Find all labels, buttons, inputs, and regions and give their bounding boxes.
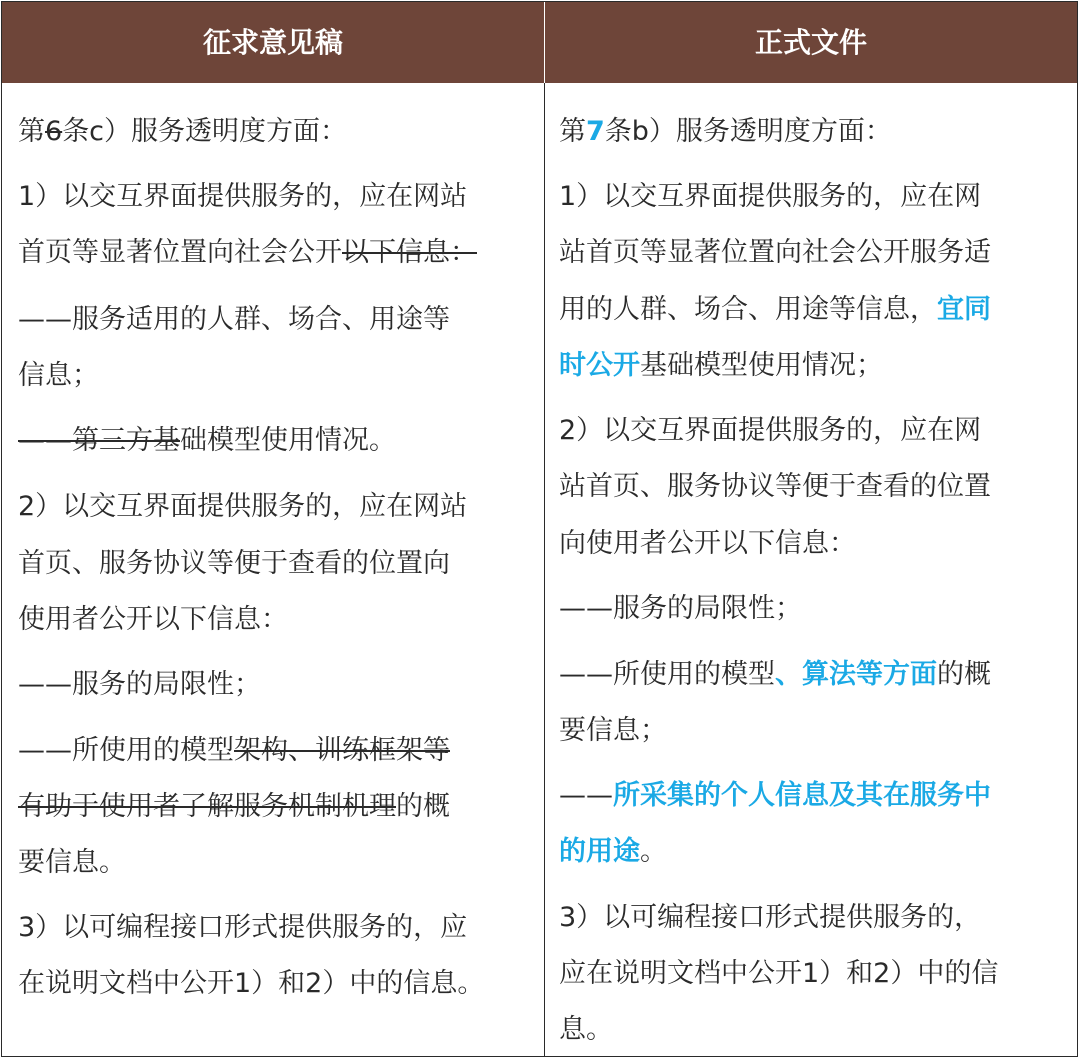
final-line-15: 应在说明文档中公开1）和2）中的信: [559, 958, 999, 989]
text: 础模型使用情况。: [180, 425, 396, 456]
table-header: [2, 2, 1077, 83]
draft-line-2: 1）以交互界面提供服务的，应在网站: [18, 181, 468, 212]
header-final: 正式文件: [754, 26, 867, 59]
final-line-10: [559, 658, 991, 692]
draft-line-1: [18, 115, 347, 149]
text: 条b）服务透明度方面：: [604, 116, 892, 147]
deleted-text: 以下信息：: [342, 237, 477, 268]
draft-line-14: 3）以可编程接口形式提供服务的，应: [18, 912, 468, 943]
text: ——所使用的模型: [559, 659, 775, 690]
added-text: 、算法等方面: [775, 659, 937, 690]
deleted-text: ——第三方基: [18, 425, 180, 456]
final-column: [545, 83, 1077, 1056]
added-text: 的用途: [559, 836, 640, 867]
header-draft: 征求意见稿: [202, 26, 343, 59]
draft-line-7: 2）以交互界面提供服务的，应在网站: [18, 491, 468, 522]
text: 的概: [937, 659, 991, 690]
final-line-4: [559, 293, 991, 327]
final-line-13: [559, 835, 667, 869]
draft-line-8: 首页、服务协议等便于查看的位置向: [18, 548, 450, 579]
text: 的概: [396, 791, 450, 822]
text: ——所使用的模型: [18, 735, 234, 766]
draft-line-3: [18, 236, 477, 270]
final-line-16: 息。: [559, 1014, 613, 1045]
final-line-2: 1）以交互界面提供服务的，应在网: [559, 181, 982, 212]
final-line-12: [559, 779, 991, 813]
draft-line-10: ——服务的局限性；: [18, 669, 261, 700]
text: 条c）服务透明度方面：: [62, 116, 348, 147]
added-text: 宜同: [937, 294, 991, 325]
draft-line-11: [18, 734, 450, 768]
final-line-3: 站首页等显著位置向社会公开服务适: [559, 237, 991, 268]
deleted-text: 6: [45, 116, 63, 147]
final-line-11: 要信息；: [559, 715, 667, 746]
draft-line-9: 使用者公开以下信息：: [18, 604, 288, 635]
final-line-8: 向使用者公开以下信息：: [559, 528, 856, 559]
text: 基础模型使用情况；: [640, 350, 883, 381]
final-line-14: 3）以可编程接口形式提供服务的，: [559, 902, 982, 933]
draft-line-6: [18, 424, 396, 458]
changed-text: 7: [586, 116, 605, 147]
final-line-7: 站首页、服务协议等便于查看的位置: [559, 471, 991, 502]
text: 首页等显著位置向社会公开: [18, 237, 342, 268]
final-line-9: ——服务的局限性；: [559, 593, 802, 624]
added-text: 所采集的个人信息及其在服务中: [613, 780, 991, 811]
final-line-6: 2）以交互界面提供服务的，应在网: [559, 415, 982, 446]
text: 用的人群、场合、用途等信息，: [559, 294, 937, 325]
draft-line-5: 信息；: [18, 360, 99, 391]
final-line-5: [559, 349, 883, 383]
text: 第: [559, 116, 586, 147]
draft-line-13: 要信息。: [18, 847, 126, 878]
draft-line-12: [18, 790, 450, 824]
text: ——: [559, 780, 613, 811]
comparison-table: [1, 1, 1078, 1057]
draft-line-15: 在说明文档中公开1）和2）中的信息。: [18, 968, 485, 999]
draft-line-4: ——服务适用的人群、场合、用途等: [18, 304, 450, 335]
added-text: 时公开: [559, 350, 640, 381]
text: 第: [18, 116, 45, 147]
draft-column: [2, 83, 544, 1056]
text: 。: [640, 836, 667, 867]
deleted-text: 有助于使用者了解服务机制机理: [18, 791, 396, 822]
deleted-text: 架构、训练框架等: [234, 735, 450, 766]
final-line-1: [559, 115, 892, 149]
